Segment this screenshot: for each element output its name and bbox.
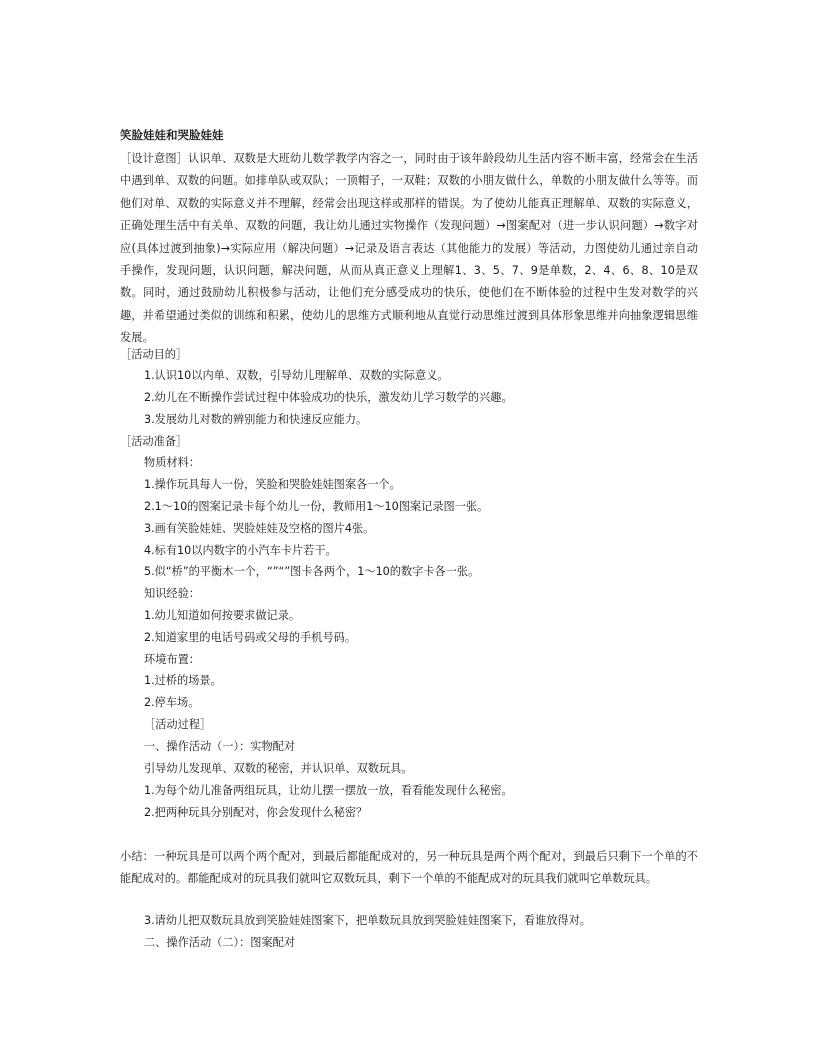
document-title: 笑脸娃娃和哭脸娃娃 [120,128,224,142]
environment-item: 1.过桥的场景。 [144,674,222,687]
activity1-step: 1.为每个幼儿准备两组玩具，让幼儿摆一摆放一放，看看能发现什么秘密。 [144,784,513,797]
activity1-intro: 引导幼儿发现单、双数的秘密，并认识单、双数玩具。 [144,762,413,775]
goal-item: 3.发展幼儿对数的辨别能力和快速反应能力。 [144,413,368,426]
activity2-heading: 二、操作活动（二）：图案配对 [144,936,296,949]
material-item: 4.标有10以内数字的小汽车卡片若干。 [144,544,337,557]
material-item: 3.画有笑脸娃娃、哭脸娃娃及空格的图片4张。 [144,522,375,535]
prep-heading: ［活动准备］ [120,435,188,448]
design-intent-paragraph: ［设计意图］认识单、双数是大班幼儿数学教学内容之一，同时由于该年龄段幼儿生活内容不断丰富，经常会在生活中遇到单、双数的问题。如排单队或双队；一顶帽子，一双鞋；双数的小朋友做什么，单数的小朋友做什么等等。而他们对单、双数的实际意义并不理解，经常会出现这样或那样的错误。为了使幼儿能真正理解单、双数的实际意义，正确处理生活中有关单、双数的问题，我让幼儿通过实物操作（发现问题）→图案配对（进一步认识问题）→数字对应(具体过渡到抽象)→实际应用（解决问题）→记录及语言表达（其他能力的发展）等活动，力图使幼儿通过亲自动手操作，发现问题，认识问题，解决问题，从而从真正意义上理解1、3、5、7、9是单数，2、4、6、8、10是双数。同时，通过鼓励幼儿积极参与活动，让他们充分感受成功的快乐，使他们在不断体验的过程中生发对数学的兴趣，并希望通过类似的训练和积累，使幼儿的思维方式顺利地从直觉行动思维过渡到具体形象思维并向抽象逻辑思维发展。 [120,152,698,345]
goal-item: 2.幼儿在不断操作尝试过程中体验成功的快乐，激发幼儿学习数学的兴趣。 [144,391,513,404]
process-heading: ［活动过程］ [144,718,212,731]
knowledge-item: 2.知道家里的电话号码或父母的手机号码。 [144,631,357,644]
materials-heading: 物质材料： [144,456,200,469]
material-item: 1.操作玩具每人一份，笑脸和哭脸娃娃图案各一个。 [144,478,401,491]
summary-paragraph: 小结：一种玩具是可以两个两个配对，到最后都能配成对的，另一种玩具是两个两个配对，到最后只剩下一个单的不能配成对的。都能配成对的玩具我们就叫它双数玩具，剩下一个单的不能配成对的玩具我们就叫它单数玩具。 [120,850,698,885]
goals-heading: ［活动目的］ [120,348,188,361]
environment-item: 2.停车场。 [144,696,200,709]
knowledge-item: 1.幼儿知道如何按要求做记录。 [144,609,301,622]
environment-heading: 环境布置： [144,653,200,666]
goal-item: 1.认识10以内单、双数，引导幼儿理解单、双数的实际意义。 [144,369,449,382]
activity1-step: 3.请幼儿把双数玩具放到笑脸娃娃图案下，把单数玩具放到哭脸娃娃图案下，看谁放得对。 [144,914,591,927]
knowledge-heading: 知识经验： [144,587,200,600]
material-item: 2.1～10的图案记录卡每个幼儿一份，教师用1～10图案记录图一张。 [144,500,489,513]
material-item: 5.似“桥”的平衡木一个，“”“”图卡各两个，1～10的数字卡各一张。 [144,565,480,578]
activity1-step: 2.把两种玩具分别配对，你会发现什么秘密？ [144,806,368,819]
activity1-heading: 一、操作活动（一）：实物配对 [144,740,296,753]
